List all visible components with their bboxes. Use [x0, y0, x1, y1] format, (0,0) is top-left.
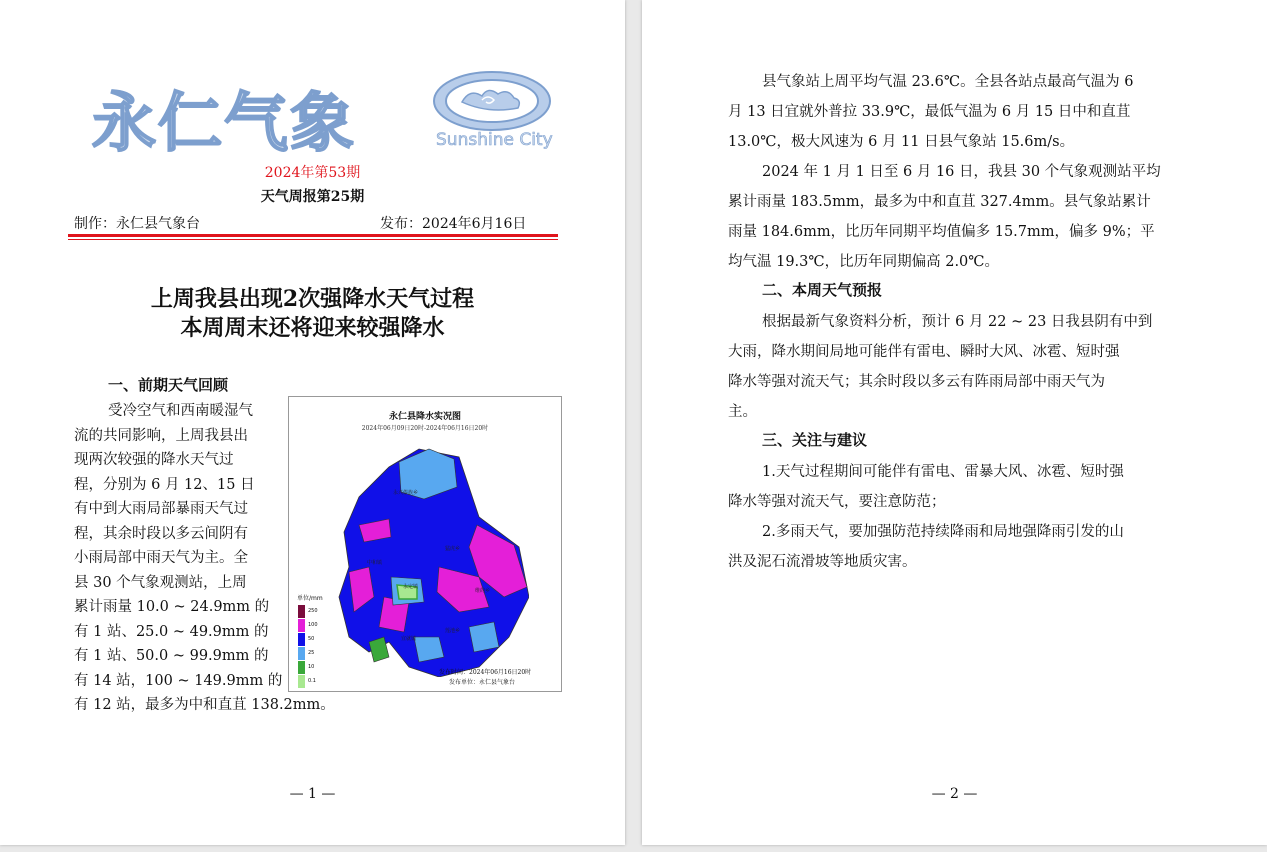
town-label: 永定镇 [403, 584, 419, 590]
body-text-line: 有 12 站，最多为中和直苴 138.2mm。 [74, 697, 335, 713]
rainfall-map [288, 396, 562, 692]
legend-label: 0.1 [308, 678, 316, 684]
legend-label: 10 [308, 664, 315, 670]
body-text-line: 大雨，降水期间局地可能伴有雷电、瞬时大风、冰雹、短时强 [728, 344, 1120, 360]
header-divider [68, 234, 558, 237]
logo-text: 永仁气象 [92, 87, 356, 161]
body-text-line: 洪及泥石流滑坡等地质灾害。 [728, 554, 917, 570]
main-title-line2: 本周周末还将迎来较强降水 [180, 315, 445, 341]
body-text-line: 有 1 站、50.0 ~ 99.9mm 的 [74, 648, 269, 664]
town-label: 维的乡 [475, 588, 491, 594]
legend-label: 250 [308, 608, 318, 614]
body-text-line: 累计雨量 10.0 ~ 24.9mm 的 [74, 599, 270, 615]
body-text-line: 降水等强对流天气，要注意防范； [728, 494, 946, 510]
body-text-line: 县 30 个气象观测站，上周 [74, 574, 247, 591]
legend-swatch [298, 647, 305, 660]
body-text-line: 小雨局部中雨天气为主。全 [74, 550, 248, 566]
legend-swatch [298, 675, 305, 688]
body-text-line: 程，分别为 6 月 12、15 日 [74, 476, 255, 493]
body-text-line: 程，其余时段以多云间阴有 [74, 525, 248, 542]
legend-label: 50 [308, 636, 315, 642]
body-text-line: 累计雨量 183.5mm，最多为中和直苴 327.4mm。县气象站累计 [728, 194, 1151, 210]
body-text-line: 县气象站上周平均气温 23.6℃。全县各站点最高气温为 6 [762, 74, 1134, 90]
document-page-1 [0, 0, 625, 845]
cloud-logo-icon [432, 70, 552, 132]
legend-label: 25 [308, 650, 315, 656]
town-label: 永兴傣族乡 [393, 490, 419, 496]
main-title-line1: 上周我县出现2次强降水天气过程 [150, 286, 475, 312]
weekly-number: 天气周报第25期 [260, 189, 365, 205]
section2-heading: 二、本周天气预报 [762, 281, 883, 299]
body-text-line: 现两次较强的降水天气过 [74, 452, 234, 468]
page-number: — 1 — [289, 786, 336, 802]
logo-subtitle: Sunshine City [436, 130, 553, 150]
body-text-line: 根据最新气象资料分析，预计 6 月 22 ~ 23 日我县阴有中到 [762, 314, 1153, 330]
body-text-line: 流的共同影响，上周我县出 [74, 427, 248, 444]
producer-label: 制作：永仁县气象台 [74, 216, 200, 232]
county-rainfall-map-image [329, 437, 532, 677]
body-text-line: 有 1 站、25.0 ~ 49.9mm 的 [74, 623, 269, 640]
legend-unit: 单位/mm [297, 595, 323, 602]
publish-date: 发布：2024年6月16日 [380, 216, 527, 232]
document-page-2 [642, 0, 1267, 845]
map-subtitle: 2024年06月09日20时-2024年06月16日20时 [361, 425, 489, 432]
body-text-line: 主。 [728, 404, 757, 420]
legend-swatch [298, 633, 305, 646]
body-text-line: 13.0℃，极大风速为 6 月 11 日县气象站 15.6m/s。 [728, 134, 1075, 150]
body-text-line: 1.天气过程期间可能伴有雷电、雷暴大风、冰雹、短时强 [762, 464, 1124, 480]
body-text-line: 2.多雨天气，要加强防范持续降雨和局地强降雨引发的山 [762, 524, 1124, 540]
body-text-line: 降水等强对流天气；其余时段以多云有阵雨局部中雨天气为 [728, 374, 1105, 390]
body-text-line: 均气温 19.3℃，比历年同期偏高 2.0℃。 [728, 254, 1000, 270]
town-label: 中和镇 [367, 560, 383, 566]
body-text-line: 雨量 184.6mm，比历年同期平均值偏多 15.7mm，偏多 9%；平 [728, 224, 1155, 240]
body-text-line: 受冷空气和西南暖湿气 [108, 403, 253, 419]
legend-swatch [298, 619, 305, 632]
body-text-line: 有中到大雨局部暴雨天气过 [74, 501, 248, 517]
map-title: 永仁县降水实况图 [388, 412, 461, 422]
legend-label: 100 [308, 622, 318, 628]
town-label: 宜就镇 [401, 636, 417, 642]
body-text-line: 2024 年 1 月 1 日至 6 月 16 日，我县 30 个气象观测站平均 [762, 164, 1161, 180]
page-number: — 2 — [931, 786, 978, 802]
map-publish-time: 发布时间：2024年06月16日20时 [439, 669, 532, 676]
section3-heading: 三、关注与建议 [762, 431, 868, 449]
town-label: 莲池乡 [445, 628, 461, 634]
issue-number: 2024年第53期 [264, 165, 361, 181]
section1-heading: 一、前期天气回顾 [108, 376, 229, 394]
body-text-line: 月 13 日宜就外普拉 33.9℃，最低气温为 6 月 15 日中和直苴 [728, 104, 1131, 120]
map-publish-unit: 发布单位：永仁县气象台 [449, 679, 516, 686]
header-divider-thin [68, 239, 558, 240]
town-label: 猛虎乡 [445, 546, 461, 552]
legend-swatch [298, 605, 305, 618]
body-text-line: 有 14 站，100 ~ 149.9mm 的 [74, 672, 283, 689]
legend-swatch [298, 661, 305, 674]
